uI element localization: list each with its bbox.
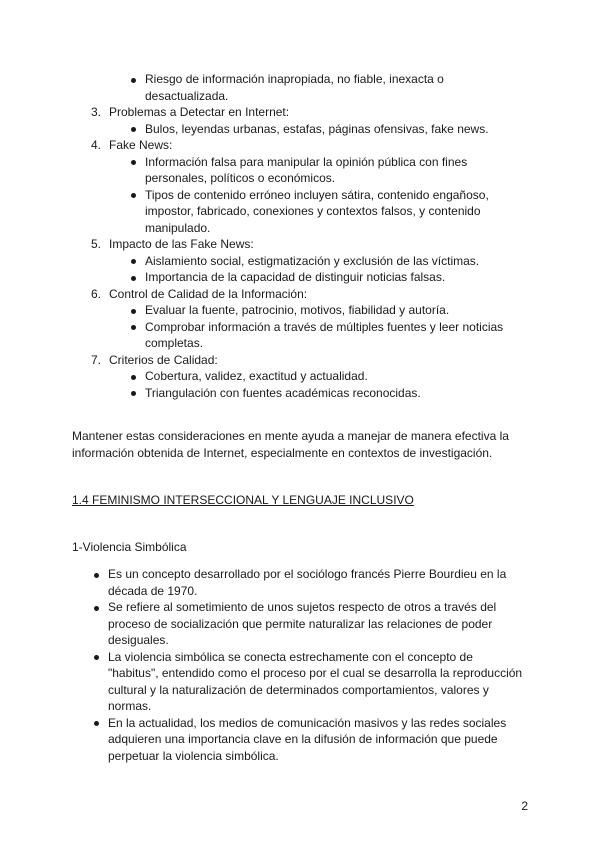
- bullet-line: "habitus", entendido como el proceso por el cual se desarrolla la reproducción: [108, 666, 523, 680]
- list-number: 4.: [91, 138, 102, 152]
- sub-bullet-line: Importancia de la capacidad de distinguir noticias falsas.: [145, 270, 446, 284]
- bullet-dot: [131, 391, 136, 396]
- bullet-dot: [131, 309, 136, 314]
- list-number: 6.: [91, 286, 102, 301]
- sub-bullet-line: Cobertura, validez, exactitud y actualidad.: [145, 369, 368, 383]
- list-item-title: Criterios de Calidad:: [109, 352, 218, 367]
- subsection-title: 1-Violencia Simbólica: [72, 540, 187, 554]
- bullet-dot: [94, 573, 99, 578]
- bullet-dot: [131, 375, 136, 380]
- list-number: 7.: [91, 352, 102, 367]
- sub-bullet-line: Comprobar información a través de múltiples fuentes y leer noticias: [145, 319, 504, 334]
- sub-bullet-line: manipulado.: [145, 220, 211, 235]
- bullet-line: normas.: [108, 699, 152, 713]
- bullet-line: En la actualidad, los medios de comunicación masivos y las redes sociales: [108, 715, 507, 730]
- sub-bullet-line: Aislamiento social, estigmatización y exclusión de las víctimas.: [145, 253, 480, 268]
- bullet-dot: [131, 193, 136, 198]
- bullet-line: desiguales.: [108, 633, 169, 647]
- bullet-line: Se refiere al sometimiento de unos sujetos respecto de otros a través del: [108, 600, 497, 614]
- sub-bullet-line: personales, políticos o económicos.: [145, 171, 336, 185]
- list-item-title: Problemas a Detectar en Internet:: [109, 105, 290, 119]
- bullet-line: adquieren una importancia clave en la difusión de información que puede: [108, 732, 498, 746]
- bullet-dot: [131, 160, 136, 165]
- bullet-dot: [94, 721, 99, 726]
- bullet-line: perpetuar la violencia simbólica.: [108, 748, 279, 763]
- bullet-dot: [131, 259, 136, 264]
- sub-bullet-line: Tipos de contenido erróneo incluyen sátira, contenido engañoso,: [145, 187, 489, 202]
- bullet-line: década de 1970.: [108, 583, 198, 598]
- bullet-dot: [131, 78, 136, 83]
- bullet-line: proceso de socialización que permite naturalizar las relaciones de poder: [108, 616, 493, 631]
- bullet-line: Es un concepto desarrollado por el sociólogo francés Pierre Bourdieu en la: [108, 567, 507, 581]
- conclusion-line: Mantener estas consideraciones en mente ayuda a manejar de manera efectiva la: [72, 429, 509, 443]
- sub-bullet-line: Riesgo de información inapropiada, no fiable, inexacta o: [145, 72, 444, 86]
- sub-bullet-line: Bulos, leyendas urbanas, estafas, páginas ofensivas, fake news.: [145, 121, 489, 136]
- list-item-title: Impacto de las Fake News:: [109, 237, 254, 251]
- sub-bullet-line: Triangulación con fuentes académicas reconocidas.: [145, 385, 421, 400]
- bullet-line: cultural y la naturalización de determinados comportamientos, valores y: [108, 682, 489, 697]
- sub-bullet-line: Información falsa para manipular la opinión pública con fines: [145, 154, 468, 169]
- bullet-dot: [94, 655, 99, 660]
- bullet-dot: [131, 276, 136, 281]
- list-item-title: Fake News:: [109, 138, 173, 152]
- bullet-line: La violencia simbólica se conecta estrechamente con el concepto de: [108, 649, 473, 664]
- page-number: 2: [521, 799, 528, 813]
- bullet-dot: [131, 127, 136, 132]
- bullet-dot: [94, 606, 99, 611]
- list-number: 3.: [91, 105, 102, 119]
- sub-bullet-line: Evaluar la fuente, patrocinio, motivos, fiabilidad y autoría.: [145, 303, 450, 317]
- list-item-title: Control de Calidad de la Información:: [109, 286, 308, 301]
- section-heading: 1.4 FEMINISMO INTERSECCIONAL Y LENGUAJE INCLUSIVO: [72, 493, 414, 507]
- sub-bullet-line: desactualizada.: [145, 88, 229, 103]
- sub-bullet-line: impostor, fabricado, conexiones y contextos falsos, y contenido: [145, 204, 481, 218]
- bullet-dot: [131, 325, 136, 330]
- conclusion-line: información obtenida de Internet, especialmente en contextos de investigación.: [72, 445, 493, 460]
- list-number: 5.: [91, 237, 102, 251]
- sub-bullet-line: completas.: [145, 336, 204, 350]
